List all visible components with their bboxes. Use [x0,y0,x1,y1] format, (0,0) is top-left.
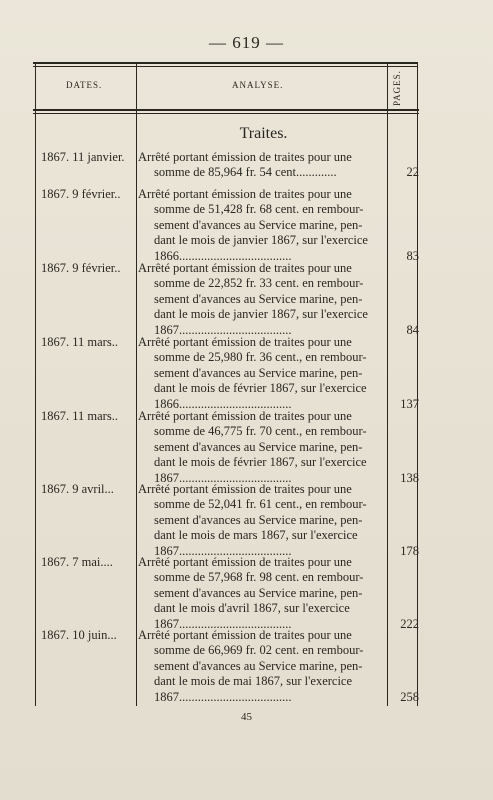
entry-page-number: 138 [400,470,419,485]
analysis-line: 1866.................................... [154,396,292,411]
entry-analysis [138,150,387,181]
analysis-line: somme de 57,968 fr. 98 cent. en rembour- [154,570,364,585]
analysis-line: sement d'avances au Service marine, pen- [154,365,363,380]
analysis-line: dant le mois de janvier 1867, sur l'exercice [154,233,368,248]
left-border [35,62,36,706]
analysis-line: 1867.................................... [154,543,292,558]
entry-page-number: 178 [400,543,419,558]
analysis-line: somme de 22,852 fr. 33 cent. en rembour- [154,276,364,291]
analysis-line: dant le mois de janvier 1867, sur l'exercice [154,307,368,322]
analysis-line: Arrêté portant émission de traites pour une [138,409,352,423]
analysis-line: Arrêté portant émission de traites pour une [138,150,352,164]
analysis-line: sement d'avances au Service marine, pen- [154,291,363,306]
right-border [417,62,418,706]
table-top-rule-thin [33,66,417,67]
entry-analysis [138,261,387,338]
entry-page-number: 222 [400,616,419,631]
entry-date: 1867. 11 mars.. [41,409,118,423]
entry-page-number: 258 [400,689,419,704]
entry-date: 1867. 9 février.. [41,187,121,201]
signature-mark: 45 [241,711,252,723]
header-bottom-rule-thin [33,113,419,114]
entry-analysis [138,482,387,559]
header-bottom-rule [33,109,419,111]
entry-page-number: 137 [400,396,419,411]
analysis-line: Arrêté portant émission de traites pour une [138,335,352,349]
analysis-line: dant le mois de février 1867, sur l'exercice [154,381,367,396]
analysis-line: dant le mois de février 1867, sur l'exercice [154,455,367,470]
analysis-line: somme de 46,775 fr. 70 cent., en rembour- [154,424,367,439]
entry-date: 1867. 11 mars.. [41,335,118,349]
entry-date: 1867. 11 janvier. [41,150,125,164]
analysis-line: sement d'avances au Service marine, pen- [154,585,363,600]
analysis-line: Arrêté portant émission de traites pour une [138,187,352,201]
analysis-line: 1867.................................... [154,322,292,337]
entry-page-number: 84 [406,322,419,337]
analysis-line: sement d'avances au Service marine, pen- [154,658,363,673]
entry-analysis [138,187,387,264]
header-analyse: ANALYSE. [232,80,284,90]
analysis-line: 1866.................................... [154,248,292,263]
header-pages: PAGES. [392,70,402,106]
analysis-line: somme de 52,041 fr. 61 cent., en rembour- [154,497,367,512]
analyse-column-divider [387,62,388,706]
analysis-line: Arrêté portant émission de traites pour une [138,261,352,275]
analysis-line: Arrêté portant émission de traites pour une [138,555,352,569]
analysis-line: dant le mois de mars 1867, sur l'exercice [154,528,358,543]
analysis-line: somme de 66,969 fr. 02 cent. en rembour- [154,643,364,658]
section-title: Traites. [239,125,288,142]
entry-analysis [138,409,387,486]
entry-date: 1867. 10 juin... [41,628,117,642]
analysis-line: Arrêté portant émission de traites pour une [138,482,352,496]
analysis-line: sement d'avances au Service marine, pen- [154,512,363,527]
analysis-line: sement d'avances au Service marine, pen- [154,439,363,454]
analysis-line: somme de 51,428 fr. 68 cent. en rembour- [154,202,364,217]
analysis-line: dant le mois de mai 1867, sur l'exercice [154,674,353,689]
entry-analysis [138,628,387,705]
entry-analysis [138,555,387,632]
entry-analysis [138,335,387,412]
entry-date: 1867. 9 avril... [41,482,114,496]
analysis-line: Arrêté portant émission de traites pour une [138,628,352,642]
analysis-line: somme de 85,964 fr. 54 cent............. [154,165,337,180]
entry-page-number: 83 [406,248,419,263]
analysis-line: sement d'avances au Service marine, pen- [154,217,363,232]
table-top-rule [33,62,417,64]
dates-column-divider [136,62,137,706]
entry-page-number: 22 [406,165,419,180]
entry-date: 1867. 9 février.. [41,261,121,275]
header-dates: DATES. [66,80,103,90]
analysis-line: 1867.................................... [154,689,292,704]
analysis-line: 1867.................................... [154,470,292,485]
analysis-line: somme de 25,980 fr. 36 cent., en rembour- [154,350,367,365]
analysis-line: dant le mois d'avril 1867, sur l'exercice [154,601,350,616]
analysis-line: 1867.................................... [154,616,292,631]
page-number: — 619 — [209,33,284,52]
entry-date: 1867. 7 mai.... [41,555,113,569]
